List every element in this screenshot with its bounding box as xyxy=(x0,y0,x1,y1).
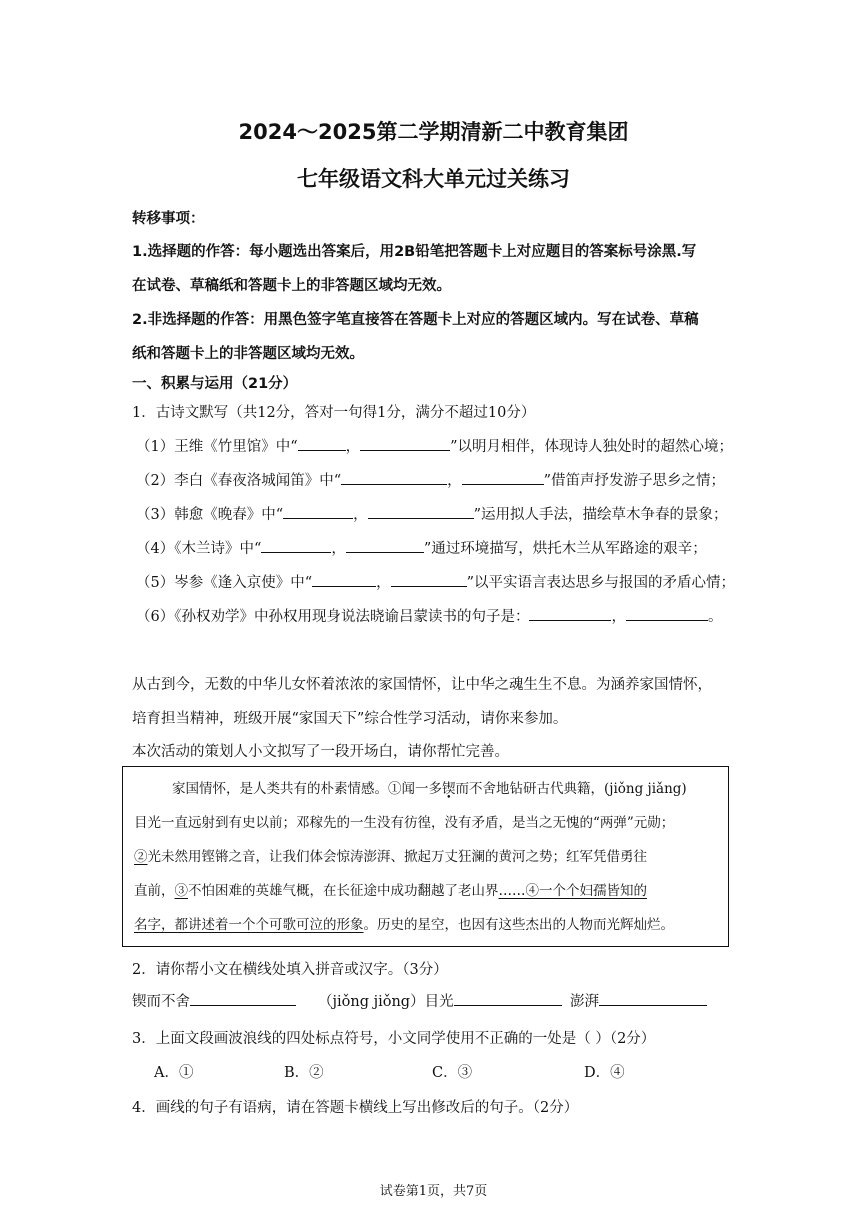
answer-blank[interactable] xyxy=(462,469,544,485)
answer-blank[interactable] xyxy=(298,435,346,451)
q3-option-a[interactable]: A．① xyxy=(154,1065,194,1081)
q3-option-c[interactable]: C．③ xyxy=(432,1065,473,1081)
punctuation-marker: ……④ xyxy=(498,883,539,899)
answer-blank[interactable] xyxy=(529,605,611,621)
intro-line3: 本次活动的策划人小文拟写了一段开场白，请你帮忙完善。 xyxy=(132,744,509,760)
punctuation-marker: ② xyxy=(134,849,148,865)
q2-item-3: 澎湃 xyxy=(570,990,707,1011)
answer-blank[interactable] xyxy=(283,503,353,519)
answer-blank[interactable] xyxy=(391,571,467,587)
answer-blank[interactable] xyxy=(368,503,474,519)
punctuation-marker: ③ xyxy=(174,883,188,899)
q1-item-4: （4）《木兰诗》中“ ， ”通过环境描写，烘托木兰从军路途的艰辛； xyxy=(136,537,707,558)
underlined-sentence: 名字，都讲述着一个个可歌可泣的形象 xyxy=(134,917,364,933)
underlined-sentence: 一个个妇孺皆知的 xyxy=(539,883,647,899)
notes-item2-line2: 纸和答题卡上的非答题区域均无效。 xyxy=(132,346,364,362)
q1-item-2: （2）李白《春夜洛城闻笛》中“ ， ”借笛声抒发游子思乡之情； xyxy=(136,469,725,490)
notes-item1-line1: 1.选择题的作答：每小题选出答案后，用2B铅笔把答题卡上对应题目的答案标号涂黑.写 xyxy=(132,244,697,260)
dotted-char: 锲 xyxy=(442,781,456,797)
q1-item-5: （5）岑参《逢入京使》中“ ， ”以平实语言表达思乡与报国的矛盾心情； xyxy=(136,571,735,592)
passage-line5: 名字，都讲述着一个个可歌可泣的形象。历史的星空，也因有这些杰出的人物而光辉灿烂。 xyxy=(134,917,674,933)
passage-line4: 直前，③不怕困难的英雄气概，在长征途中成功翻越了老山界……④一个个妇孺皆知的 xyxy=(134,883,647,899)
passage-line2: 目光一直远射到有史以前；邓稼先的一生没有彷徨，没有矛盾，是当之无愧的“两弹”元勋； xyxy=(134,815,675,831)
answer-blank[interactable] xyxy=(190,990,296,1006)
exam-subtitle: 七年级语文科大单元过关练习 xyxy=(297,167,570,191)
q1-item-1: （1）王维《竹里馆》中“ ， ”以明月相伴，体现诗人独处时的超然心境； xyxy=(136,435,733,456)
answer-blank[interactable] xyxy=(346,537,424,553)
intro-line2: 培育担当精神，班级开展“家国天下”综合性学习活动，请你来参加。 xyxy=(132,711,568,727)
notes-item1-line2: 在试卷、草稿纸和答题卡上的非答题区域均无效。 xyxy=(132,278,451,294)
answer-blank[interactable] xyxy=(312,571,376,587)
q1-item-3: （3）韩愈《晚春》中“ ， ”运用拟人手法，描绘草木争春的景象； xyxy=(136,503,728,524)
page-footer: 试卷第1页，共7页 xyxy=(379,1184,488,1199)
passage-line3: ②光未然用铿锵之音，让我们体会惊涛澎湃、掀起万丈狂澜的黄河之势；红军凭借勇往 xyxy=(134,849,647,865)
q3-option-b[interactable]: B．② xyxy=(284,1065,324,1081)
intro-line1: 从古到今，无数的中华儿女怀着浓浓的家国情怀，让中华之魂生生不息。为涵养家国情怀， xyxy=(132,677,712,693)
answer-blank[interactable] xyxy=(454,990,562,1006)
answer-blank[interactable] xyxy=(626,605,708,621)
q4-stem: 4．画线的句子有语病，请在答题卡横线上写出修改后的句子。（2分） xyxy=(132,1100,579,1116)
notes-heading: 转移事项： xyxy=(132,211,205,227)
section-heading: 一、积累与运用（21分） xyxy=(132,376,298,392)
q3-option-d[interactable]: D．④ xyxy=(584,1065,625,1081)
answer-blank[interactable] xyxy=(599,990,707,1006)
q2-item-1: 锲而不舍 xyxy=(132,990,296,1011)
q1-stem: 1．古诗文默写（共12分，答对一句得1分，满分不超过10分） xyxy=(132,405,536,421)
answer-blank[interactable] xyxy=(341,469,447,485)
answer-blank[interactable] xyxy=(261,537,331,553)
q3-stem: 3．上面文段画波浪线的四处标点符号，小文同学使用不正确的一处是（ ）（2分） xyxy=(132,1031,656,1047)
notes-item2-line1: 2.非选择题的作答：用黑色签字笔直接答在答题卡上对应的答题区域内。写在试卷、草稿 xyxy=(132,312,699,328)
passage-line1: 家国情怀，是人类共有的朴素情感。①闻一多锲而不舍地钻研古代典籍，(jiǒng jiǎng) xyxy=(172,781,687,797)
exam-title: 2024～2025第二学期清新二中教育集团 xyxy=(238,120,629,144)
q2-item-2: （jiǒng jiǒng）目光 xyxy=(318,990,562,1011)
q2-stem: 2．请你帮小文在横线处填入拼音或汉字。（3分） xyxy=(132,962,448,978)
answer-blank[interactable] xyxy=(360,435,450,451)
q1-item-6: （6）《孙权劝学》中孙权用现身说法晓谕吕蒙读书的句子是： ， 。 xyxy=(136,605,722,626)
